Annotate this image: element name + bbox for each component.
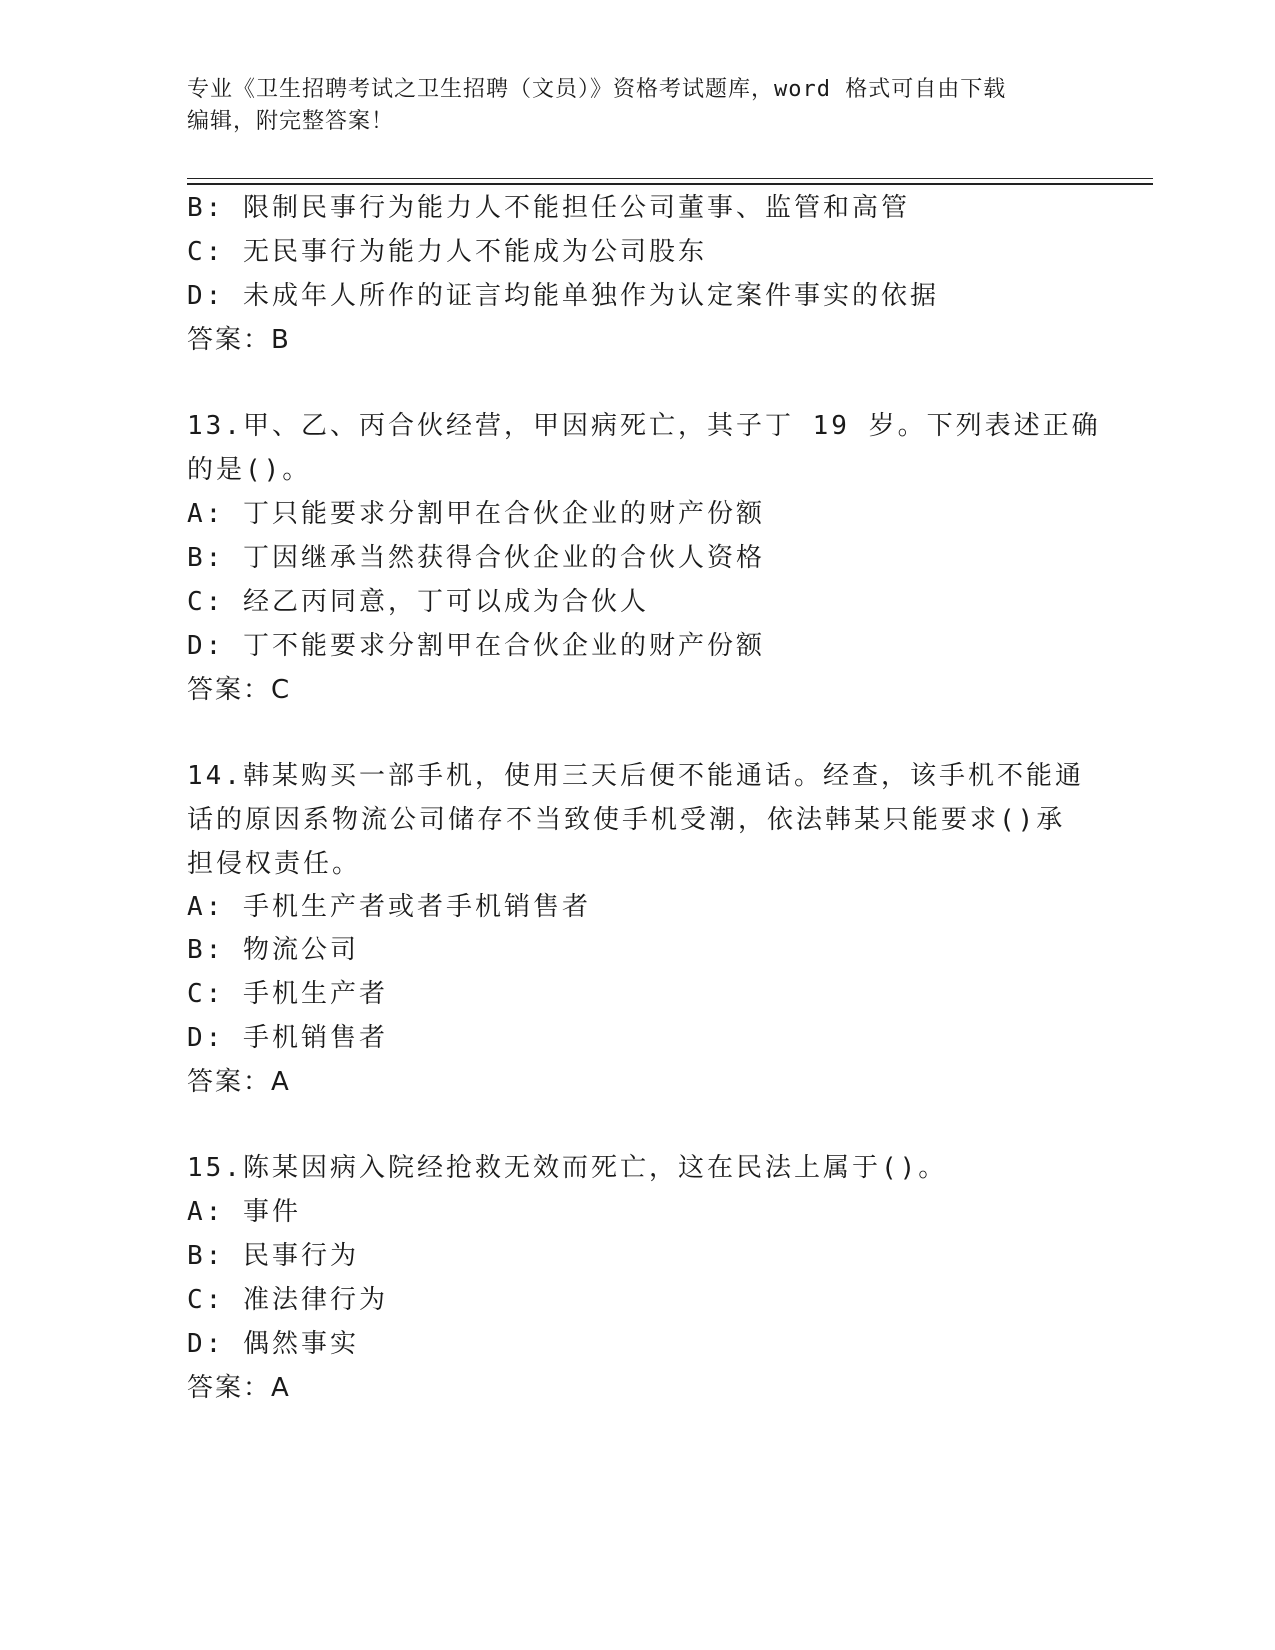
q12-option-d: D: 未成年人所作的证言均能单独作为认定案件事实的依据 <box>187 281 939 311</box>
q13-stem-line-2: 的是()。 <box>187 455 312 485</box>
q14-stem-line-1: 14.韩某购买一部手机，使用三天后便不能通话。经查，该手机不能通 <box>187 761 1084 791</box>
q13-option-b: B: 丁因继承当然获得合伙企业的合伙人资格 <box>187 543 765 573</box>
q15-option-d: D: 偶然事实 <box>187 1329 359 1359</box>
q14-option-b: B: 物流公司 <box>187 935 359 965</box>
document-header <box>187 74 1087 138</box>
q14-option-c: C: 手机生产者 <box>187 979 388 1009</box>
q13-answer: 答案：C <box>187 675 292 705</box>
header-line-1: 专业《卫生招聘考试之卫生招聘（文员）》资格考试题库，word 格式可自由下载 <box>187 77 1007 102</box>
q14-stem-line-2: 话的原因系物流公司储存不当致使手机受潮，依法韩某只能要求()承 <box>187 805 1066 835</box>
q14-stem-line-3: 担侵权责任。 <box>187 849 362 879</box>
header-divider-thick <box>187 183 1153 185</box>
q15-option-c: C: 准法律行为 <box>187 1285 388 1315</box>
header-divider-thin <box>187 178 1153 179</box>
q12-answer: 答案：B <box>187 325 291 355</box>
q12-option-c: C: 无民事行为能力人不能成为公司股东 <box>187 237 707 267</box>
header-line-2: 编辑，附完整答案！ <box>187 109 395 134</box>
q15-option-b: B: 民事行为 <box>187 1241 359 1271</box>
q13-option-a: A: 丁只能要求分割甲在合伙企业的财产份额 <box>187 499 765 529</box>
q14-answer: 答案：A <box>187 1067 291 1097</box>
q13-option-c: C: 经乙丙同意，丁可以成为合伙人 <box>187 587 649 617</box>
q15-answer: 答案：A <box>187 1373 291 1403</box>
q12-option-b: B: 限制民事行为能力人不能担任公司董事、监管和高管 <box>187 193 910 223</box>
q13-stem-line-1: 13.甲、乙、丙合伙经营，甲因病死亡，其子丁 19 岁。下列表述正确 <box>187 411 1101 441</box>
q14-option-d: D: 手机销售者 <box>187 1023 388 1053</box>
q15-option-a: A: 事件 <box>187 1197 301 1227</box>
q14-option-a: A: 手机生产者或者手机销售者 <box>187 892 591 922</box>
q15-stem-line-1: 15.陈某因病入院经抢救无效而死亡，这在民法上属于()。 <box>187 1153 948 1183</box>
q13-option-d: D: 丁不能要求分割甲在合伙企业的财产份额 <box>187 631 765 661</box>
